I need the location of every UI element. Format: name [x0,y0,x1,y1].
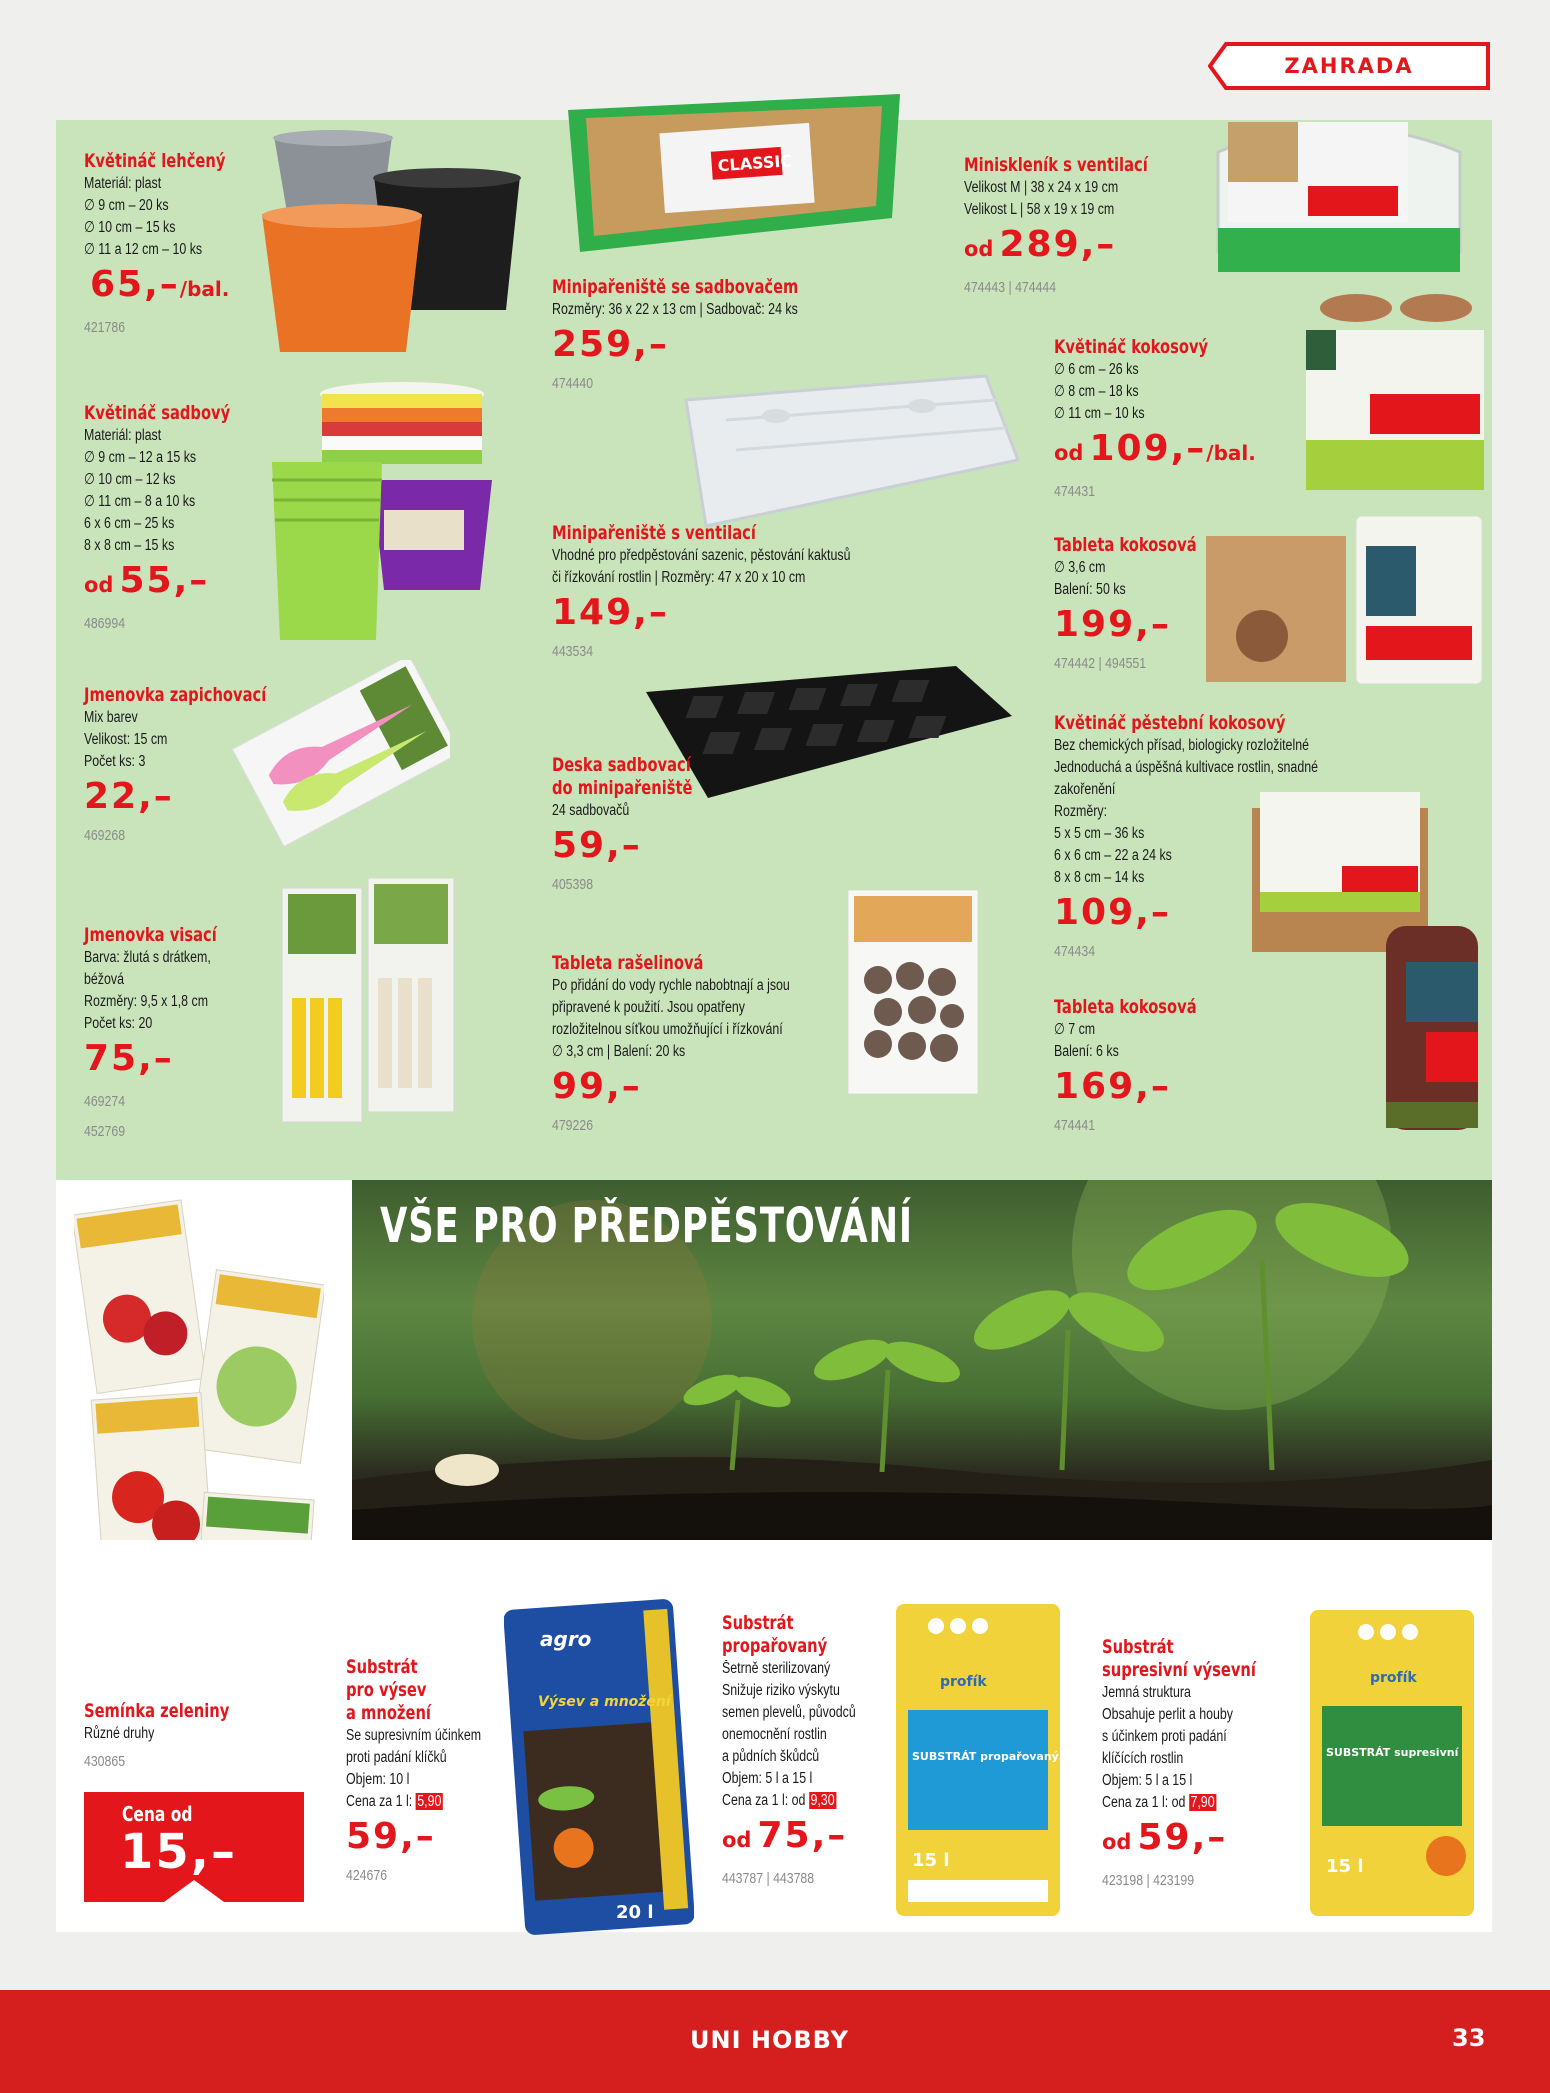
product-price: od 75,– [722,1815,848,1856]
product-description: ∅ 7 cm Balení: 6 ks [1054,1021,1119,1060]
product-code: 474434 [1054,943,1096,960]
product-code: 474431 [1054,483,1096,500]
pack-volume: 15 l [912,1850,950,1871]
product-description: ∅ 6 cm – 26 ks ∅ 8 cm – 18 ks ∅ 11 cm – 10 ks [1054,361,1145,422]
product-name: Miniskleník s ventilací [964,154,1148,176]
product-coconut-pot [1054,336,1314,503]
section-tag-label: ZAHRADA [1284,54,1414,78]
unit-price: Cena za 1 l: 5,90 [346,1793,442,1810]
product-price: 75,– [84,1038,174,1079]
pack-brand: agro [540,1627,592,1651]
product-peat-tablet [552,952,992,1137]
product-code: 479226 [552,1117,594,1134]
product-code: 423198 | 423199 [1102,1872,1195,1889]
product-name: Květináč pěstební kokosový [1054,712,1286,734]
banner-title: VŠE PRO PŘEDPĚSTOVÁNÍ [380,1198,913,1254]
pack-volume: 15 l [1326,1856,1364,1877]
section-tag [1208,42,1490,90]
product-mini-greenhouse [964,154,1404,299]
product-description: Se supresivním účinkem proti padání klíčků Objem: 10 l [346,1727,482,1788]
product-name: Substrát propařovaný [722,1612,828,1657]
product-price: od 55,– [84,560,210,601]
footer [0,1990,1550,2093]
pack-text: SUBSTRÁT supresivní [1326,1746,1459,1759]
pack-brand: profík [1370,1670,1417,1686]
product-description: Šetrně sterilizovaný Snižuje riziko výskytu semen plevelů, původců onemocnění rostlin a půdních škůdců Objem: 5 l a 15 l [722,1660,856,1787]
product-code: 443787 | 443788 [722,1870,815,1887]
product-lightweight-pot [84,150,524,339]
product-coconut-tablet-large [1054,996,1354,1137]
product-description: Mix barev Velikost: 15 cm Počet ks: 3 [84,709,168,770]
product-coconut-growing-pot [1054,712,1394,963]
product-name: Minipařeniště se sadbovačem [552,276,799,298]
product-price: 199,– [1054,604,1171,645]
product-code: 443534 [552,643,594,660]
badge-notch-icon [84,1878,304,1902]
product-price: 259,– [552,324,669,365]
product-description: Jemná struktura Obsahuje perlit a houby s účinkem proti padání klíčících rostlin Objem: 5 l a 15 l [1102,1684,1233,1789]
pack-brand: profík [940,1674,987,1690]
product-image-mini-propagator-tray [562,88,906,258]
product-code: 421786 [84,319,126,336]
unit-price: Cena za 1 l: od 9,30 [722,1792,835,1809]
product-price: 59,– [346,1816,436,1857]
product-description: Vhodné pro předpěstování sazenic, pěstování kaktusů či řízkování rostlin | Rozměry: 47 x 20 x 10 cm [552,547,851,586]
product-coconut-tablet-small [1054,534,1254,675]
unit-price: Cena za 1 l: od 7,90 [1102,1794,1215,1811]
product-name: Květináč kokosový [1054,336,1209,358]
uni-hobby-logo: UNI HOBBY [690,2026,849,2054]
product-substrate-suppressive [1102,1636,1302,1892]
product-description: Po přidání do vody rychle nabobtnají a jsou připravené k použití. Jsou opatřeny rozložitelnou síťkou umožňující i řízkování ∅ 3,3 cm | Balení: 20 ks [552,977,790,1060]
price-badge [84,1792,304,1902]
product-code: 430865 [84,1753,126,1770]
pack-text: SUBSTRÁT propařovaný [912,1750,1059,1763]
product-name: Tableta kokosová [1054,534,1197,556]
product-name: Substrát pro výsev a množení [346,1656,431,1724]
pack-text: Výsev a množení [538,1694,671,1710]
product-code: 469268 [84,827,126,844]
product-mini-propagator-tray [552,276,992,395]
product-price: 22,– [84,776,174,817]
product-code: 474440 [552,375,594,392]
classic-label: CLASSIC [717,151,793,176]
product-code: 474443 | 474444 [964,279,1057,296]
price-badge-label: Cena od [122,1802,193,1826]
price-badge-value: 15,– [120,1824,238,1880]
banner-seedlings [352,1180,1492,1540]
product-code: 469274 452769 [84,1093,126,1140]
product-mini-propagator-ventilation [552,522,992,663]
product-code: 474441 [1054,1117,1096,1134]
product-price: 59,– [552,825,642,866]
product-name: Květináč lehčený [84,150,226,172]
product-seed-tray [552,754,992,896]
product-description: Různé druhy [84,1725,155,1742]
product-name: Tableta rašelinová [552,952,704,974]
product-name: Deska sadbovací do minipařeniště [552,754,693,799]
page-number: 33 [1452,2024,1486,2052]
pack-volume: 20 l [616,1902,654,1923]
product-price: 99,– [552,1066,642,1107]
product-name: Semínka zeleniny [84,1700,230,1722]
product-image-substrate-steamed [892,1600,1064,1920]
product-seedling-pot [84,402,524,635]
product-name: Minipařeniště s ventilací [552,522,756,544]
product-price: 169,– [1054,1066,1171,1107]
product-description: Bez chemických přísad, biologicky rozložitelné Jednoduchá a úspěšná kultivace rostlin, snadné zakořenění Rozměry: 5 x 5 cm – 36 ks 6 x 6 cm – 22 a 24 ks 8 x 8 cm – 14 ks [1054,737,1319,886]
product-price: 65,–/bal. [90,264,230,305]
product-price: od 59,– [1102,1817,1228,1858]
product-description: Rozměry: 36 x 22 x 13 cm | Sadbovač: 24 ks [552,301,798,318]
product-name: Tableta kokosová [1054,996,1197,1018]
product-description: Barva: žlutá s drátkem, béžová Rozměry: 9,5 x 1,8 cm Počet ks: 20 [84,949,211,1032]
product-plug-in-label [84,684,524,847]
product-code: 424676 [346,1867,388,1884]
product-code: 474442 | 494551 [1054,655,1147,672]
product-price: od 289,– [964,224,1117,265]
product-description: ∅ 3,6 cm Balení: 50 ks [1054,559,1126,598]
product-vegetable-seeds [84,1700,324,1773]
product-description: 24 sadbovačů [552,802,630,819]
product-description: Materiál: plast ∅ 9 cm – 12 a 15 ks ∅ 10 cm – 12 ks ∅ 11 cm – 8 a 10 ks 6 x 6 cm – 25 ks 8 x 8 cm – 15 ks [84,427,197,554]
product-description: Materiál: plast ∅ 9 cm – 20 ks ∅ 10 cm – 15 ks ∅ 11 a 12 cm – 10 ks [84,175,203,258]
product-code: 486994 [84,615,126,632]
product-description: Velikost M | 38 x 24 x 19 cm Velikost L | 58 x 19 x 19 cm [964,179,1119,218]
product-name: Květináč sadbový [84,402,231,424]
product-name: Substrát supresivní výsevní [1102,1636,1256,1681]
product-hanging-label [84,924,524,1147]
product-price: od 109,–/bal. [1054,428,1256,469]
product-image-substrate-agro [504,1596,694,1936]
product-code: 405398 [552,876,594,893]
product-name: Jmenovka zapichovací [84,684,267,706]
product-price: 109,– [1054,892,1171,933]
product-image-substrate-suppressive [1306,1606,1478,1920]
product-name: Jmenovka visací [84,924,217,946]
product-price: 149,– [552,592,669,633]
